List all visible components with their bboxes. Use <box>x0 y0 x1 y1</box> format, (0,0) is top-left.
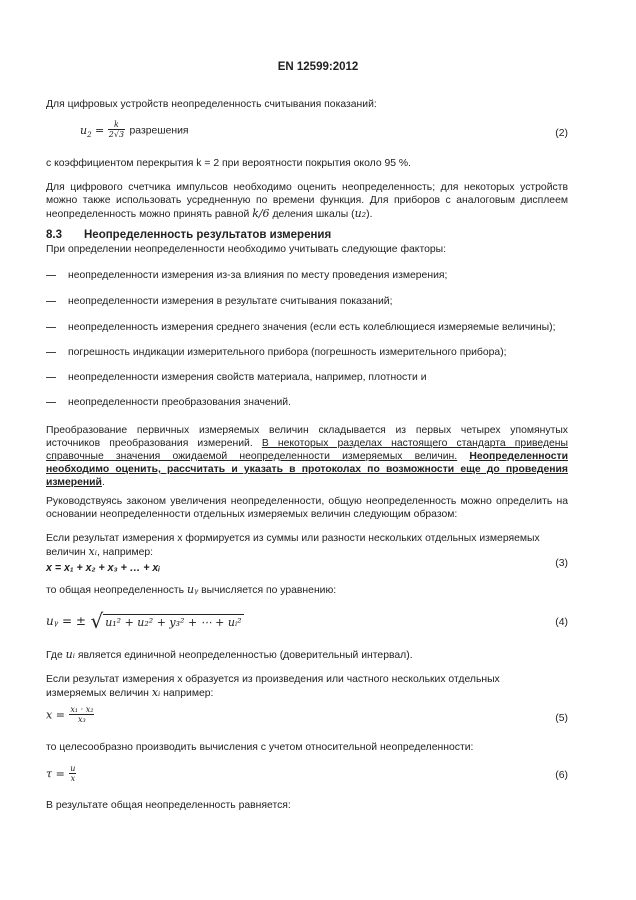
dash-bullet <box>46 352 56 353</box>
paragraph-total-uncertainty: то общая неопределенность uᵧ вычисляется по уравнению: <box>46 583 337 596</box>
eq5-numerator: x₁ · x₂ <box>70 705 94 714</box>
eq2-denominator: 2√3 <box>108 130 125 139</box>
eq6-numerator: u <box>70 764 76 773</box>
eq5-number: (5) <box>555 713 568 724</box>
eq4-number: (4) <box>555 617 568 628</box>
eq6-number: (6) <box>555 770 568 781</box>
eq3-number: (3) <box>555 558 568 569</box>
paragraph-digital-counter: Для цифрового счетчика импульсов необходимо оценить неопределенность; для некоторых устройств можно также использовать усредненную по времени функция. Для приборов с аналоговым дисплеем неопределенность можно принять равной k/6 деления шкалы (u₂). <box>46 182 568 220</box>
dash-bullet <box>46 402 56 403</box>
eq6-fraction <box>69 764 76 783</box>
sqrt-icon: √ <box>90 609 104 633</box>
eq4-radicand: u₁² + u₂² + y₃² + ⋯ + uᵢ² <box>105 615 242 629</box>
paragraph-sum-case: Если результат измерения x формируется из суммы или разности нескольких отдельных измеряемых величин xᵢ, например: <box>46 533 540 558</box>
list-item: неопределенности измерения из-за влияния по месту проведения измерения; <box>46 270 447 281</box>
equation-6 <box>46 764 76 783</box>
dash-bullet <box>46 301 56 302</box>
dash-bullet <box>46 327 56 328</box>
list-item: неопределенности преобразования значений. <box>46 397 291 408</box>
paragraph-product-case: Если результат измерения х образуется из произведения или частного нескольких отдельных измеряемых величин xᵢ например: <box>46 674 500 699</box>
paragraph-unit-uncertainty: Где uᵢ является единичной неопределенностью (доверительный интервал). <box>46 648 413 661</box>
eq5-fraction <box>69 705 94 724</box>
paragraph-coverage-factor: с коэффициентом перекрытия k = 2 при вероятности покрытия около 95 %. <box>46 158 412 169</box>
document-header: EN 12599:2012 <box>277 61 359 73</box>
list-item: погрешность индикации измерительного прибора (погрешность измерительного прибора); <box>46 347 507 358</box>
list-item: неопределенности измерения в результате считывания показаний; <box>46 296 393 307</box>
eq6-denominator: x <box>70 774 76 783</box>
eq6-lhs: τ = <box>46 767 65 781</box>
list-item: неопределенности измерения свойств материала, например, плотности и <box>46 372 427 383</box>
list-item: неопределенность измерения среднего значения (если есть колеблющиеся измеряемые величины); <box>46 322 556 333</box>
paragraph-propagation-law: Руководствуясь законом увеличения неопределенности, общую неопределенность можно определить на основании неопределенности отдельных измеряемых величин следующим образом: <box>46 496 568 520</box>
eq2-suffix: разрешения <box>129 125 189 137</box>
eq2-fraction <box>108 120 125 139</box>
equation-2 <box>80 120 189 139</box>
dash-bullet <box>46 377 56 378</box>
equation-3: x = x₁ + x₂ + x₃ + … + xᵢ <box>46 562 161 574</box>
paragraph-conversion: Преобразование первичных измеряемых величин складывается из первых четырех упомянутых источников преобразования измерений. В некоторых разделах настоящего стандарта приведены справочные значения ожидаемой неопределенности измеряемых величин. Неопределенности необходимо оценить, рассчитать и указать в протоколах по возможности еще до проведения измерений. <box>46 425 569 488</box>
section-heading-8-3 <box>46 229 331 241</box>
eq2-number: (2) <box>555 128 568 139</box>
section-title: Неопределенность результатов измерения <box>84 229 332 241</box>
eq2-lhs: $u_2$ = <box>80 123 108 139</box>
paragraph-reading-uncertainty: Для цифровых устройств неопределенность считывания показаний: <box>46 99 377 110</box>
eq5-lhs: x = <box>46 708 65 722</box>
paragraph-relative-uncertainty: то целесообразно производить вычисления с учетом относительной неопределенности: <box>46 742 474 753</box>
eq5-denominator: x₃ <box>78 715 86 724</box>
paragraph-factors-intro: При определении неопределенности необходимо учитывать следующие факторы: <box>46 244 447 255</box>
dash-bullet <box>46 275 56 276</box>
section-number: 8.3 <box>46 229 62 241</box>
eq2-numerator: k <box>108 120 125 130</box>
eq4-lhs: uᵧ = ± <box>46 614 86 628</box>
paragraph-result: В результате общая неопределенность равняется: <box>46 800 291 811</box>
equation-4 <box>46 609 244 633</box>
equation-5 <box>46 705 94 724</box>
